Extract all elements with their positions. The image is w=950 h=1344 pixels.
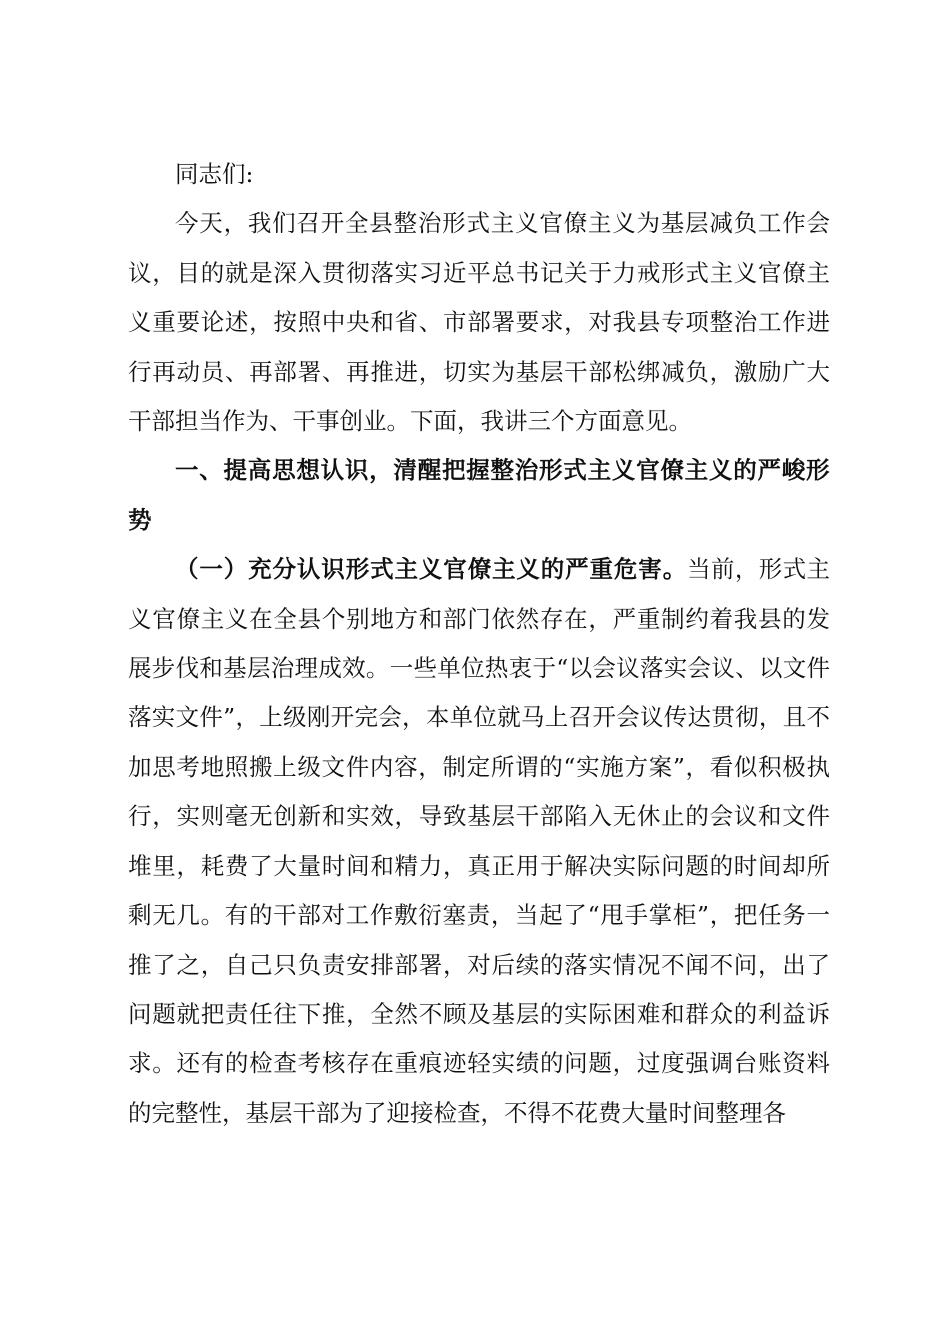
subsection-paragraph bbox=[128, 545, 830, 1138]
subsection-body: 当前，形式主义官僚主义在全县个别地方和部门依然存在，严重制约着我县的发展步伐和基层治理成效。一些单位热衷于“以会议落实会议、以文件落实文件”，上级刚开完会，本单位就马上召开会议传达贯彻，且不加思考地照搬上级文件内容，制定所谓的“实施方案”，看似积极执行，实则毫无创新和实效，导致基层干部陷入无休止的会议和文件堆里，耗费了大量时间和精力，真正用于解决实际问题的时间却所剩无几。有的干部对工作敷衍塞责，当起了“甩手掌柜”，把任务一推了之，自己只负责安排部署，对后续的落实情况不闻不问，出了问题就把责任往下推，全然不顾及基层的实际困难和群众的利益诉求。还有的检查考核存在重痕迹轻实绩的问题，过度强调台账资料的完整性，基层干部为了迎接检查，不得不花费大量时间整理各 bbox=[128, 555, 831, 1127]
subsection-title: （一）充分认识形式主义官僚主义的严重危害。 bbox=[175, 555, 688, 584]
document-body bbox=[128, 150, 830, 1138]
section-heading: 一、提高思想认识，清醒把握整治形式主义官僚主义的严峻形势 bbox=[128, 456, 830, 534]
intro-paragraph: 今天，我们召开全县整治形式主义官僚主义为基层减负工作会议，目的就是深入贯彻落实习近平总书记关于力戒形式主义官僚主义重要论述，按照中央和省、市部署要求，对我县专项整治工作进行再动员、再部署、再推进，切实为基层干部松绑减负，激励广大干部担当作为、干事创业。下面，我讲三个方面意见。 bbox=[128, 209, 830, 436]
salutation: 同志们: bbox=[175, 160, 254, 188]
